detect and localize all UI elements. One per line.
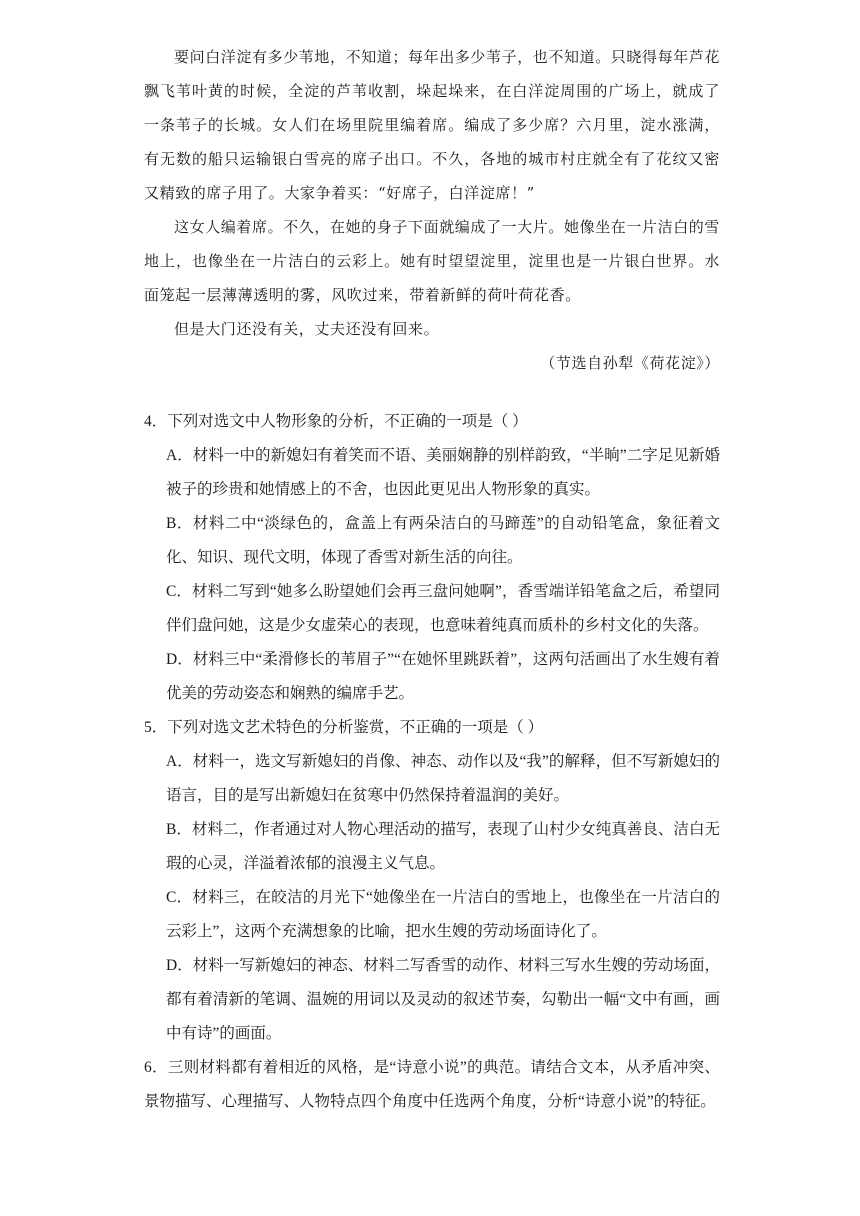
passage-paragraph-1: 要问白洋淀有多少苇地，不知道；每年出多少苇子，也不知道。只晓得每年芦花飘飞苇叶黄的时候，全淀的芦苇收割，垛起垛来，在白洋淀周围的广场上，就成了一条苇子的长城。女人们在场里院里编着席。编成了多少席？六月里，淀水涨满，有无数的船只运输银白雪亮的席子出口。不久，各地的城市村庄就全有了花纹又密又精致的席子用了。大家争着买：“好席子，白洋淀席！” [144, 48, 721, 202]
reading-passage [144, 40, 720, 380]
question-4-option-d: D．材料三中“柔滑修长的苇眉子”“在她怀里跳跃着”，这两句活画出了水生嫂有着优美的劳动姿态和娴熟的编席手艺。 [166, 651, 720, 702]
question-6-stem: 6．三则材料都有着相近的风格，是“诗意小说”的典范。请结合文本，从矛盾冲突、景物描写、心理描写、人物特点四个角度中任选两个角度，分析“诗意小说”的特征。 [144, 1059, 720, 1110]
passage-source: （节选自孙犁《荷花淀》） [540, 354, 720, 372]
question-4-stem: 4．下列对选文中人物形象的分析，不正确的一项是（ ） [144, 413, 528, 430]
question-5-option-c: C．材料三，在皎洁的月光下“她像坐在一片洁白的雪地上，也像坐在一片洁白的云彩上”，这两个充满想象的比喻，把水生嫂的劳动场面诗化了。 [166, 889, 720, 940]
question-5-option-d: D．材料一写新媳妇的神态、材料二写香雪的动作、材料三写水生嫂的劳动场面，都有着清新的笔调、温婉的用词以及灵动的叙述节奏，勾勒出一幅“文中有画，画中有诗”的画面。 [166, 957, 720, 1042]
question-list [144, 405, 720, 1119]
question-4 [144, 405, 720, 711]
passage-paragraph-3: 但是大门还没有关，丈夫还没有回来。 [174, 320, 440, 338]
question-4-option-a: A．材料一中的新媳妇有着笑而不语、美丽娴静的别样韵致，“半晌”二字足见新婚被子的珍贵和她情感上的不舍，也因此更见出人物形象的真实。 [166, 447, 720, 498]
passage-paragraph-2: 这女人编着席。不久，在她的身子下面就编成了一大片。她像坐在一片洁白的雪地上，也像坐在一片洁白的云彩上。她有时望望淀里，淀里也是一片银白世界。水面笼起一层薄薄透明的雾，风吹过来，带着新鲜的荷叶荷花香。 [144, 218, 721, 304]
question-4-option-b: B．材料二中“淡绿色的，盒盖上有两朵洁白的马蹄莲”的自动铅笔盒，象征着文化、知识、现代文明，体现了香雪对新生活的向往。 [166, 515, 720, 566]
question-5-option-a: A．材料一，选文写新媳妇的肖像、神态、动作以及“我”的解释，但不写新媳妇的语言，目的是写出新媳妇在贫寒中仍然保持着温润的美好。 [166, 753, 720, 804]
question-5 [144, 711, 720, 1051]
question-5-stem: 5．下列对选文艺术特色的分析鉴赏，不正确的一项是（ ） [144, 719, 544, 736]
question-5-option-b: B．材料二，作者通过对人物心理活动的描写，表现了山村少女纯真善良、洁白无瑕的心灵，洋溢着浓郁的浪漫主义气息。 [166, 821, 720, 872]
question-6 [144, 1051, 720, 1119]
question-4-option-c: C．材料二写到“她多么盼望她们会再三盘问她啊”，香雪端详铅笔盒之后，希望同伴们盘问她，这是少女虚荣心的表现，也意味着纯真而质朴的乡村文化的失落。 [166, 583, 720, 634]
